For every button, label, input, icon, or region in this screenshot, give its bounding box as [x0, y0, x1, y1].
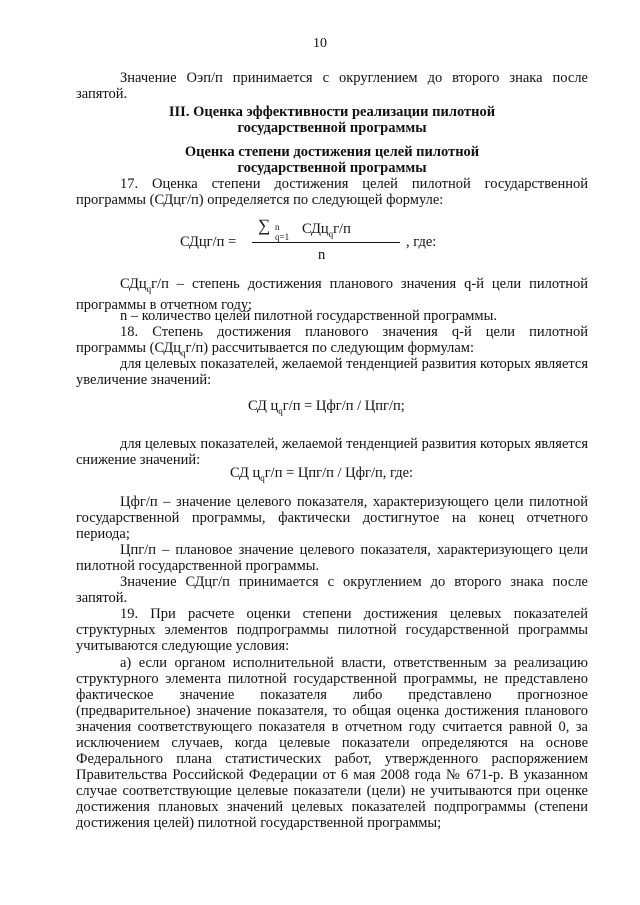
sum-lower-limit: q=1	[275, 232, 290, 242]
subsection-heading-line-2: государственной программы	[237, 160, 427, 176]
paragraph-19a: а) если органом исполнительной власти, ответственным за реализацию структурного элемента пилотной государственной программы, не представлено фактическое значение показателя либо представлено прогнозное (предварительное) значение показателя, то общая оценка достижения планового значения соответствующего показателя в отчетном году считается равной 0, за исключением случаев, когда целевые показатели определяются на основе Федерального плана статистических работ, утвержденного распоряжением Правительства Российской Федерации от 6 мая 2008 года № 671-р. В указанном случае соответствующие целевые показатели (цели) не учитываются при оценке достижения плановых значений целевых показателей подпрограммы (степени достижения целей) пилотной государственной программы;	[76, 655, 588, 831]
section-heading-line-2: государственной программы	[237, 120, 427, 136]
paragraph-19: 19. При расчете оценки степени достижения целевых показателей структурных элементов подпрограммы пилотной государственной программы учитываются следующие условия:	[76, 606, 588, 654]
section-heading	[76, 104, 588, 136]
paragraph-17: 17. Оценка степени достижения целей пилотной государственной программы (СДцг/п) определяется по следующей формуле:	[76, 176, 588, 208]
definition-sdc: СДц$_q$г/п – степень достижения планового значения q-й цели пилотной программы в отчетном году;	[76, 276, 588, 313]
page-number: 10	[313, 36, 327, 51]
formula-goal-achievement	[180, 218, 440, 270]
paragraph-18: 18. Степень достижения планового значения q-й цели пилотной программы (СДц$_q$г/п) рассчитывается по следующим формулам:	[76, 324, 588, 358]
formula-denominator: n	[318, 247, 326, 263]
subsection-heading	[76, 144, 588, 176]
definition-cp: Цпг/п – плановое значение целевого показателя, характеризующего цели пилотной государственной программы.	[76, 542, 588, 574]
formula-decrease: СД $ц_qг/п = Цпг/п / Цфг/п$, где:	[230, 465, 414, 483]
sum-upper-limit: n	[275, 222, 280, 232]
definition-cf: Цфг/п – значение целевого показателя, характеризующего цели пилотной государственной программы, фактически достигнутое на конец отчетного периода;	[76, 494, 588, 542]
paragraph-decrease: для целевых показателей, желаемой тенденцией развития которых является снижение значений:	[76, 436, 588, 468]
formula-numerator: СДц$_q$г/п	[302, 221, 351, 239]
formula-increase: СД $ц_qг/п = Цфг/п / Цпг/п$;	[248, 398, 405, 416]
sum-sign: ∑	[258, 216, 271, 235]
paragraph-increase: для целевых показателей, желаемой тенденцией развития которых является увеличение значений:	[76, 356, 588, 388]
formula-lhs: СДцг/п =	[180, 234, 237, 250]
formula-tail: , где:	[406, 234, 437, 250]
subsection-heading-line-1: Оценка степени достижения целей пилотной	[184, 144, 480, 160]
definition-n: n – количество целей пилотной государственной программы.	[120, 308, 497, 324]
paragraph-rounding-oep: Значение Оэп/п принимается с округлением до второго знака после запятой.	[76, 70, 588, 102]
section-heading-line-1: III. Оценка эффективности реализации пилотной	[168, 104, 496, 120]
fraction-bar	[252, 242, 400, 243]
paragraph-rounding-sdc: Значение СДцг/п принимается с округлением до второго знака после запятой.	[76, 574, 588, 606]
